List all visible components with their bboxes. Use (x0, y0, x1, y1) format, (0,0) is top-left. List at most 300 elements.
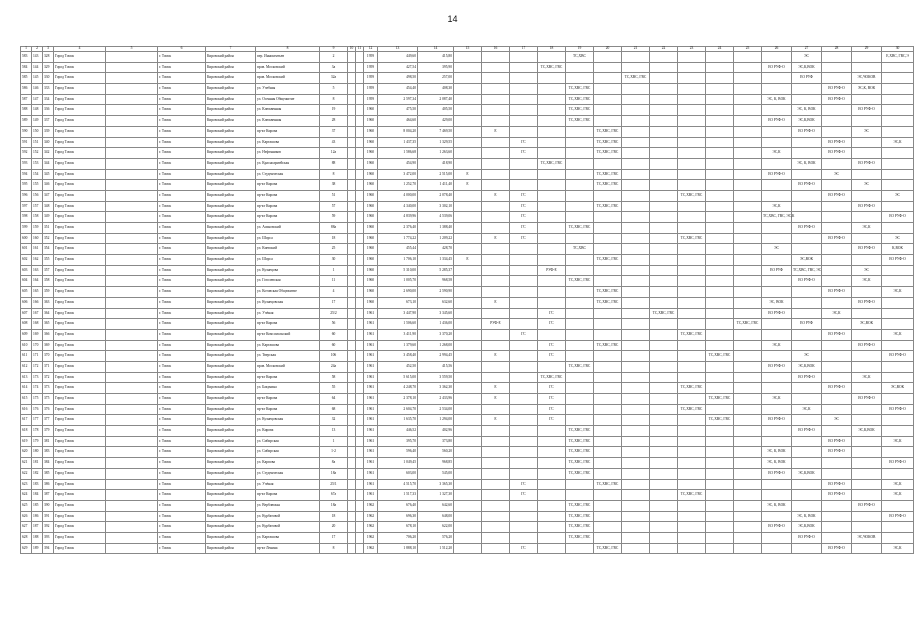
table-cell: ЕО РУФ-О (762, 116, 792, 127)
table-cell: 589 (21, 116, 32, 127)
table-cell (482, 340, 510, 351)
table-cell: 185 (32, 500, 43, 511)
table-cell (622, 404, 650, 415)
table-cell: ул. Бакунина (256, 383, 320, 394)
table-cell: г. Томск (158, 212, 206, 223)
table-cell: 648,00 (418, 511, 454, 522)
table-cell: Кировский район (206, 351, 256, 362)
table-cell: 1960 (364, 223, 378, 234)
table-cell (538, 105, 566, 116)
table-cell (678, 308, 706, 319)
table-cell (822, 404, 852, 415)
table-cell (482, 52, 510, 63)
table-cell (348, 543, 356, 554)
table-cell (454, 148, 482, 159)
table-cell (734, 233, 762, 244)
table-cell (822, 426, 852, 437)
table-cell: Город Томск (54, 73, 106, 84)
table-cell: ТС,ХВС, ГВС (678, 490, 706, 501)
table-cell: Город Томск (54, 255, 106, 266)
table-cell (852, 52, 882, 63)
table-cell (348, 383, 356, 394)
table-cell (566, 201, 594, 212)
table-cell: 386 (43, 479, 54, 490)
table-cell: ул. Кирова (256, 426, 320, 437)
table-cell (734, 84, 762, 95)
table-cell: 2 597,34 (378, 94, 418, 105)
table-cell (706, 169, 734, 180)
table-cell: 13 (320, 426, 348, 437)
table-cell: 37 (320, 126, 348, 137)
table-cell (706, 340, 734, 351)
table-cell (348, 169, 356, 180)
table-cell (106, 94, 158, 105)
table-cell: Кировский район (206, 233, 256, 244)
table-cell (566, 158, 594, 169)
table-cell (822, 276, 852, 287)
table-cell (822, 394, 852, 405)
table-cell (650, 383, 678, 394)
table-cell (622, 372, 650, 383)
table-cell: 1960 (364, 116, 378, 127)
table-cell (706, 500, 734, 511)
table-cell: 17 (320, 297, 348, 308)
table-cell: 3 365,30 (418, 479, 454, 490)
table-cell (454, 276, 482, 287)
table-row (21, 404, 914, 415)
table-cell (538, 244, 566, 255)
table-cell: 449,60 (378, 52, 418, 63)
table-cell: г. Томск (158, 404, 206, 415)
table-cell (594, 62, 622, 73)
table-cell (650, 436, 678, 447)
table-cell: 8 004,20 (378, 126, 418, 137)
table-cell: 148 (32, 105, 43, 116)
table-cell: 1961 (364, 394, 378, 405)
table-cell: 59 (320, 212, 348, 223)
table-cell (882, 158, 914, 169)
table-cell: ЕО РУФ-О (822, 447, 852, 458)
table-cell: ЕО РУФ (762, 265, 792, 276)
table-cell: ул. Студенческая (256, 468, 320, 479)
table-cell: 150 (32, 126, 43, 137)
table-cell (454, 415, 482, 426)
table-cell: 1 005,70 (378, 276, 418, 287)
table-cell (852, 404, 882, 415)
table-cell: Кировский район (206, 73, 256, 84)
table-cell (882, 148, 914, 159)
table-cell (734, 383, 762, 394)
table-cell (594, 94, 622, 105)
table-cell (348, 404, 356, 415)
table-cell (706, 361, 734, 372)
table-cell (706, 158, 734, 169)
table-cell: пр-кт Кирова (256, 190, 320, 201)
table-cell (852, 255, 882, 266)
table-cell: ЕО РУФ-О (762, 415, 792, 426)
table-cell: Кировский район (206, 372, 256, 383)
table-cell (482, 532, 510, 543)
table-cell: 1961 (364, 383, 378, 394)
table-cell: ЕО РУФ-О (822, 490, 852, 501)
table-cell: 340 (43, 137, 54, 148)
table-cell: г. Томск (158, 94, 206, 105)
table-cell (356, 255, 364, 266)
table-row (21, 105, 914, 116)
table-cell: 369 (43, 340, 54, 351)
table-cell: 188 (32, 532, 43, 543)
table-cell: Е (482, 415, 510, 426)
table-cell (822, 62, 852, 73)
table-cell: 2 534,00 (418, 404, 454, 415)
table-cell: 642,60 (418, 500, 454, 511)
table-cell: Кировский район (206, 500, 256, 511)
table-cell: 615 (21, 394, 32, 405)
table-cell: 345 (43, 169, 54, 180)
column-number: 12 (364, 47, 378, 52)
table-cell: ТС,ХВС, ГВС (566, 276, 594, 287)
table-cell (566, 180, 594, 191)
table-cell: 1960 (364, 169, 378, 180)
table-cell (348, 500, 356, 511)
table-cell: 1959 (364, 84, 378, 95)
table-cell (678, 94, 706, 105)
table-cell (622, 84, 650, 95)
table-cell (538, 479, 566, 490)
register-table (20, 46, 914, 554)
table-cell (678, 137, 706, 148)
table-cell: Кировский район (206, 415, 256, 426)
table-cell: ЭС, ВОК (762, 297, 792, 308)
table-cell: ЕО РУФ-О (792, 180, 822, 191)
table-cell (622, 426, 650, 437)
table-cell (594, 52, 622, 63)
table-cell (650, 500, 678, 511)
table-cell: Город Томск (54, 180, 106, 191)
table-cell: Город Томск (54, 201, 106, 212)
table-cell (734, 361, 762, 372)
table-cell (594, 158, 622, 169)
table-cell: 151 (32, 137, 43, 148)
table-cell (454, 116, 482, 127)
table-cell (566, 148, 594, 159)
table-cell (482, 180, 510, 191)
table-cell: Кировский район (206, 62, 256, 73)
table-cell: ЭС,К (882, 329, 914, 340)
column-number: 2 (32, 47, 43, 52)
table-cell: ул. Тверская (256, 351, 320, 362)
table-cell (622, 233, 650, 244)
table-cell (734, 148, 762, 159)
table-cell: 2 376,40 (378, 223, 418, 234)
table-cell (622, 361, 650, 372)
table-cell: 607 (21, 308, 32, 319)
table-cell: ул. Учёная (256, 308, 320, 319)
table-cell: 1960 (364, 265, 378, 276)
column-number: 16 (482, 47, 510, 52)
table-cell: 1961 (364, 351, 378, 362)
table-cell: г. Томск (158, 169, 206, 180)
table-cell (566, 351, 594, 362)
table-cell: ТС,ХВС, ГВС (706, 394, 734, 405)
table-cell: ТС,ХВС, ГВС (566, 84, 594, 95)
table-cell (482, 522, 510, 533)
table-cell (678, 201, 706, 212)
table-cell: г. Томск (158, 522, 206, 533)
table-cell (538, 169, 566, 180)
table-cell: г. Томск (158, 265, 206, 276)
table-cell: 560,20 (418, 447, 454, 458)
table-cell (650, 212, 678, 223)
table-cell (594, 105, 622, 116)
table-cell (348, 394, 356, 405)
table-cell: ГС (538, 404, 566, 415)
table-cell (594, 223, 622, 234)
table-cell: 592 (21, 148, 32, 159)
table-cell: Город Томск (54, 372, 106, 383)
table-cell: 375 (43, 394, 54, 405)
table-cell: Е (482, 190, 510, 201)
table-cell: 475,50 (378, 105, 418, 116)
table-cell (650, 116, 678, 127)
table-cell (106, 458, 158, 469)
table-cell (106, 52, 158, 63)
table-cell (734, 73, 762, 84)
table-cell: 32а (320, 73, 348, 84)
table-cell: 1 506,60 (378, 319, 418, 330)
table-cell (762, 319, 792, 330)
table-cell (594, 212, 622, 223)
table-cell: Город Томск (54, 340, 106, 351)
table-cell (538, 522, 566, 533)
table-cell: ЕО РУФ-О (822, 148, 852, 159)
table-cell: 455,44 (378, 244, 418, 255)
table-cell (454, 158, 482, 169)
table-cell (106, 169, 158, 180)
table-cell (822, 361, 852, 372)
table-cell (882, 73, 914, 84)
table-cell: Кировский район (206, 468, 256, 479)
table-cell (594, 276, 622, 287)
table-cell: ЭС,К,ВОК (792, 468, 822, 479)
table-cell (348, 415, 356, 426)
column-number: 22 (650, 47, 678, 52)
table-cell: 596 (21, 190, 32, 201)
table-cell (650, 394, 678, 405)
table-cell (882, 361, 914, 372)
table-cell (678, 105, 706, 116)
table-cell: 2 078,40 (418, 190, 454, 201)
table-cell (594, 351, 622, 362)
table-cell (622, 276, 650, 287)
table-cell (882, 276, 914, 287)
table-cell (106, 190, 158, 201)
table-cell (106, 180, 158, 191)
table-cell (706, 116, 734, 127)
table-cell (538, 201, 566, 212)
table-cell (482, 447, 510, 458)
table-cell (348, 447, 356, 458)
table-cell (822, 468, 852, 479)
table-cell: ЭС,К (762, 394, 792, 405)
table-row (21, 329, 914, 340)
table-cell (348, 255, 356, 266)
table-cell: ЕО РУФ-О (852, 105, 882, 116)
table-cell: ЭС (852, 265, 882, 276)
table-cell: ЕО РУФ-О (792, 426, 822, 437)
table-cell (482, 276, 510, 287)
table-cell (482, 287, 510, 298)
table-cell: 8а (320, 458, 348, 469)
table-cell (734, 62, 762, 73)
table-cell: ЭС,К (852, 223, 882, 234)
table-cell (852, 511, 882, 522)
table-cell: 106 (320, 351, 348, 362)
table-cell (706, 404, 734, 415)
table-cell: пер. Иннокентьев (256, 52, 320, 63)
table-row (21, 84, 914, 95)
table-cell: ул. Учебная (256, 84, 320, 95)
table-cell: Кировский район (206, 190, 256, 201)
table-cell: Город Томск (54, 468, 106, 479)
table-cell (106, 500, 158, 511)
table-cell (792, 244, 822, 255)
table-cell (356, 394, 364, 405)
table-cell: Город Томск (54, 158, 106, 169)
table-cell (482, 158, 510, 169)
table-cell (566, 137, 594, 148)
table-cell: ТС,ХВС, ГВС (594, 148, 622, 159)
table-cell (650, 468, 678, 479)
table-cell: г. Томск (158, 500, 206, 511)
table-cell (566, 490, 594, 501)
table-cell (356, 169, 364, 180)
table-cell: 67а (320, 490, 348, 501)
table-cell: ЭС, К, ВОК (792, 105, 822, 116)
table-cell: ЕО РУФ-О (792, 126, 822, 137)
table-cell: 17 (320, 532, 348, 543)
table-cell: пр-кт Комсомольский (256, 329, 320, 340)
table-cell: Город Томск (54, 287, 106, 298)
table-cell: г. Томск (158, 297, 206, 308)
table-cell (706, 84, 734, 95)
table-cell: ул. Верблюжья (256, 500, 320, 511)
table-cell (762, 190, 792, 201)
table-cell (734, 500, 762, 511)
table-cell: 598 (21, 212, 32, 223)
table-cell: 337 (43, 116, 54, 127)
table-cell: Кировский район (206, 180, 256, 191)
table-cell: 4 (320, 287, 348, 298)
table-cell (792, 383, 822, 394)
table-row (21, 212, 914, 223)
table-cell (538, 436, 566, 447)
table-cell (106, 276, 158, 287)
table-cell (454, 436, 482, 447)
table-cell: ГС (510, 490, 538, 501)
table-cell: Кировский район (206, 265, 256, 276)
table-cell: ТС,ХВС, ГВС (538, 372, 566, 383)
table-cell: Кировский район (206, 490, 256, 501)
table-cell: 1 049,45 (378, 458, 418, 469)
table-cell: ЭС,К (852, 276, 882, 287)
table-cell: ТС,ХВС, ГВС (622, 73, 650, 84)
table-cell: Кировский район (206, 94, 256, 105)
table-cell (510, 116, 538, 127)
table-cell: 452,50 (378, 361, 418, 372)
table-cell: 620 (21, 447, 32, 458)
table-cell (734, 297, 762, 308)
table-cell: ул. Сибирская (256, 447, 320, 458)
table-cell: 347 (43, 190, 54, 201)
table-cell: ЭС,К,ВОК (852, 426, 882, 437)
table-cell (734, 426, 762, 437)
table-cell (510, 532, 538, 543)
table-row (21, 52, 914, 63)
table-cell: 586 (21, 84, 32, 95)
table-cell: 24а (320, 361, 348, 372)
table-cell: 176 (32, 404, 43, 415)
table-cell (538, 447, 566, 458)
table-cell: 43 (320, 137, 348, 148)
table-cell: 173 (32, 372, 43, 383)
table-cell: 366 (43, 329, 54, 340)
table-cell: 363 (43, 297, 54, 308)
table-cell (594, 500, 622, 511)
table-cell (706, 426, 734, 437)
table-cell: 88 (320, 158, 348, 169)
table-cell: ЭС,К (792, 404, 822, 415)
table-cell: 384 (43, 458, 54, 469)
table-cell (356, 361, 364, 372)
table-cell: Город Томск (54, 126, 106, 137)
table-cell (852, 308, 882, 319)
table-cell (106, 201, 158, 212)
table-cell (510, 265, 538, 276)
table-cell: 612 (21, 361, 32, 372)
table-cell (706, 383, 734, 394)
table-cell (762, 126, 792, 137)
table-row (21, 255, 914, 266)
table-cell (482, 201, 510, 212)
table-cell: г. Томск (158, 394, 206, 405)
table-cell: 170 (32, 340, 43, 351)
table-cell: г. Томск (158, 511, 206, 522)
table-cell (706, 490, 734, 501)
column-number: 11 (356, 47, 364, 52)
table-cell (706, 308, 734, 319)
table-cell: 623 (21, 479, 32, 490)
table-cell: г. Томск (158, 201, 206, 212)
table-cell (762, 404, 792, 415)
table-cell (454, 190, 482, 201)
table-cell (538, 490, 566, 501)
table-cell: 145 (32, 73, 43, 84)
table-cell: Кировский район (206, 436, 256, 447)
table-cell: ЕО РУФ-О (762, 522, 792, 533)
table-cell: Город Томск (54, 543, 106, 554)
table-row (21, 511, 914, 522)
table-cell: ЕО РУФ-О (852, 158, 882, 169)
table-cell: 1961 (364, 436, 378, 447)
table-cell: ГС (538, 383, 566, 394)
table-row (21, 62, 914, 73)
table-cell (734, 308, 762, 319)
table-cell (678, 169, 706, 180)
table-cell: ТС,ХВС, ГВС (678, 383, 706, 394)
table-cell: ТС,ХВС, ГВС (594, 297, 622, 308)
table-cell: 3 447,90 (378, 308, 418, 319)
